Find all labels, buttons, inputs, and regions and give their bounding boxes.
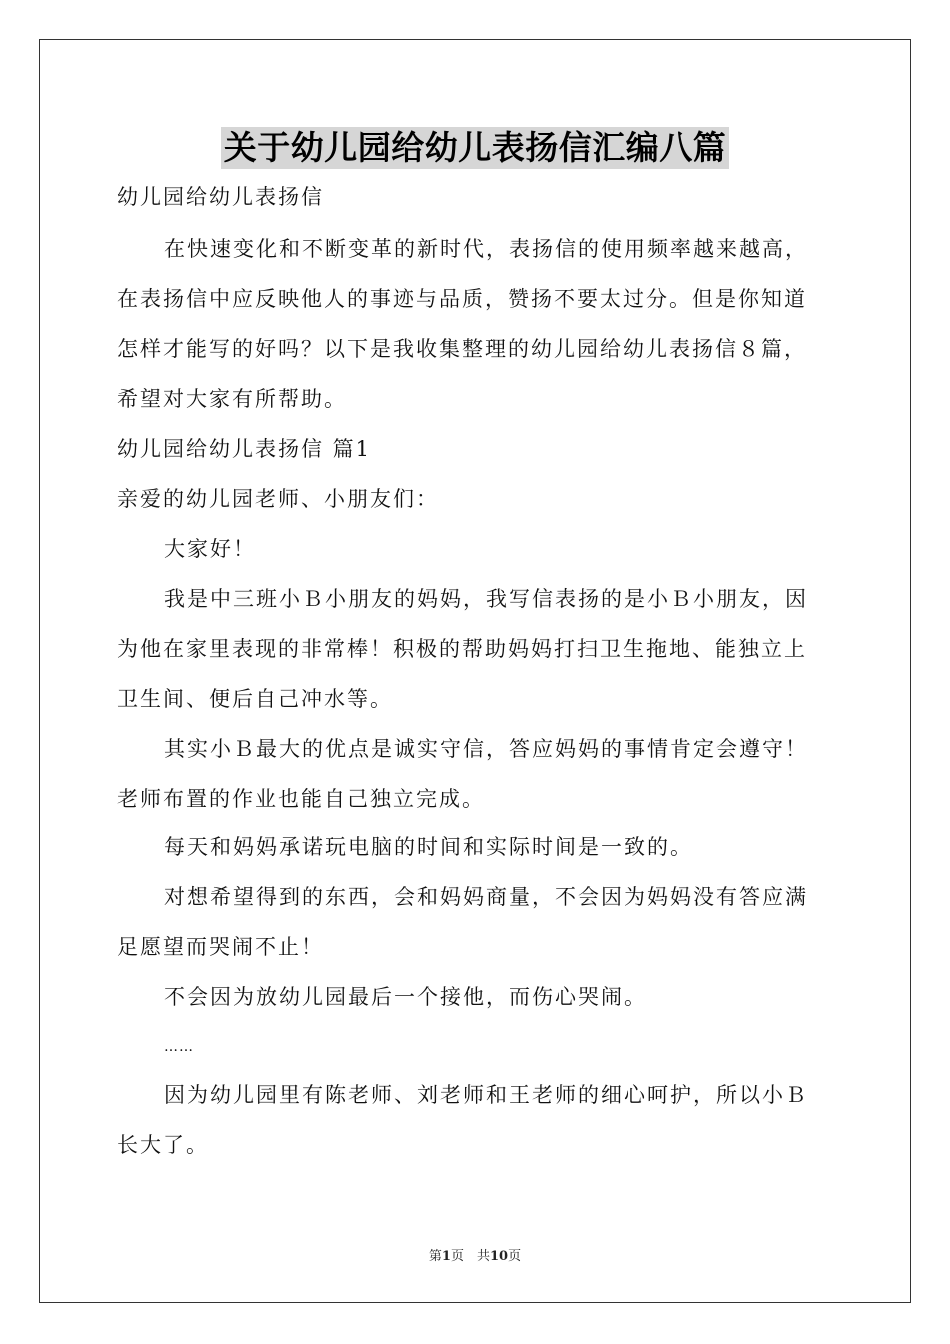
document-title: 关于幼儿园给幼儿表扬信汇编八篇 bbox=[221, 127, 730, 169]
paragraph-line: 在表扬信中应反映他人的事迹与品质，赞扬不要太过分。但是你知道 bbox=[117, 287, 807, 311]
paragraph-line: 我是中三班小Ｂ小朋友的妈妈，我写信表扬的是小Ｂ小朋友，因 bbox=[164, 587, 808, 611]
page-border bbox=[39, 39, 911, 1303]
footer-mid: 页 共 bbox=[450, 1249, 490, 1264]
paragraph-line: 足愿望而哭闹不止！ bbox=[117, 935, 324, 959]
paragraph-line: 老师布置的作业也能自己独立完成。 bbox=[117, 787, 485, 811]
paragraph-line: 卫生间、便后自己冲水等。 bbox=[117, 687, 393, 711]
paragraph-line: 为他在家里表现的非常棒！积极的帮助妈妈打扫卫生拖地、能独立上 bbox=[117, 637, 807, 661]
paragraph-line: 每天和妈妈承诺玩电脑的时间和实际时间是一致的。 bbox=[164, 835, 693, 859]
paragraph-line: 在快速变化和不断变革的新时代，表扬信的使用频率越来越高， bbox=[164, 237, 808, 261]
footer-prefix: 第 bbox=[428, 1249, 442, 1264]
footer-total-pages: 10 bbox=[489, 1249, 509, 1264]
paragraph-line: 不会因为放幼儿园最后一个接他，而伤心哭闹。 bbox=[164, 985, 647, 1009]
paragraph-line: 怎样才能写的好吗？以下是我收集整理的幼儿园给幼儿表扬信８篇， bbox=[117, 337, 807, 361]
paragraph-line: 因为幼儿园里有陈老师、刘老师和王老师的细心呵护，所以小Ｂ bbox=[164, 1083, 808, 1107]
paragraph-line: 其实小Ｂ最大的优点是诚实守信，答应妈妈的事情肯定会遵守！ bbox=[164, 737, 808, 761]
section-heading: 幼儿园给幼儿表扬信 篇1 bbox=[117, 437, 372, 461]
title-container bbox=[0, 127, 950, 169]
paragraph-line: 对想希望得到的东西，会和妈妈商量，不会因为妈妈没有答应满 bbox=[164, 885, 808, 909]
ellipsis-line: …… bbox=[164, 1039, 194, 1055]
paragraph-line: 希望对大家有所帮助。 bbox=[117, 387, 347, 411]
paragraph-line: 长大了。 bbox=[117, 1133, 209, 1157]
footer-suffix: 页 bbox=[508, 1249, 522, 1264]
salutation: 亲爱的幼儿园老师、小朋友们： bbox=[117, 487, 439, 511]
greeting: 大家好！ bbox=[164, 537, 256, 561]
section-heading: 幼儿园给幼儿表扬信 bbox=[117, 185, 324, 209]
page-footer bbox=[0, 1248, 950, 1266]
footer-page-number: 1 bbox=[441, 1249, 451, 1264]
